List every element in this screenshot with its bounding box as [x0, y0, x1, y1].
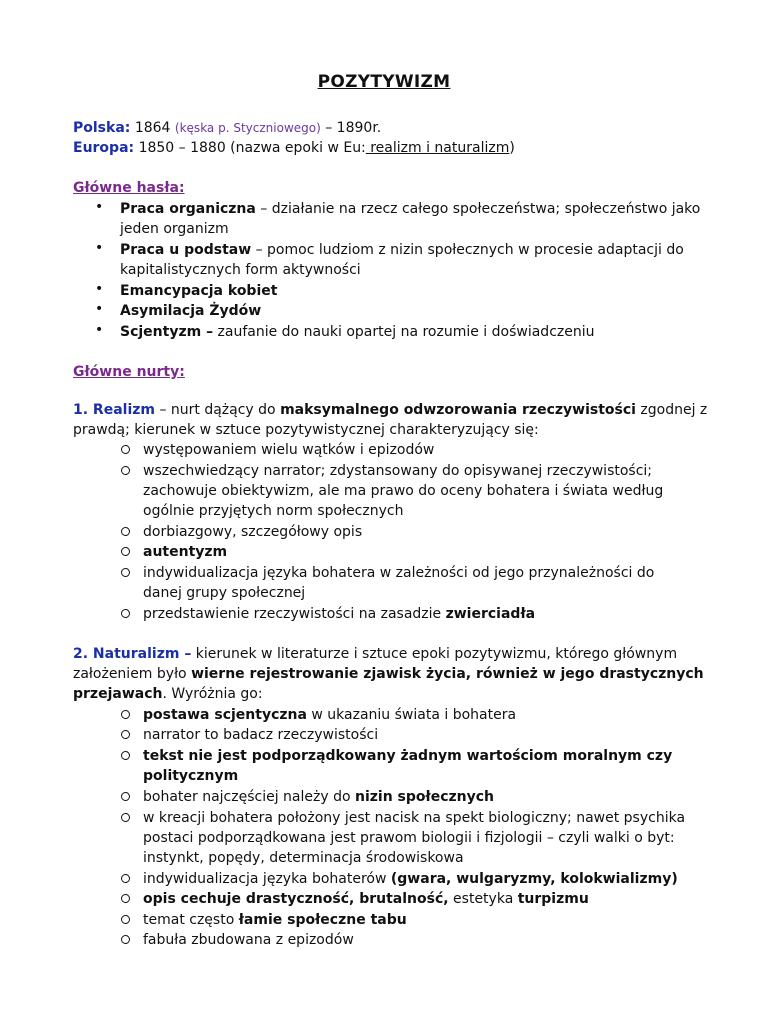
circle-bullet-icon	[121, 609, 130, 618]
bullet-icon: •	[95, 301, 104, 317]
polska-label: Polska:	[73, 120, 131, 136]
circle-bullet-icon	[121, 710, 130, 719]
naturalizm-item: fabuła zbudowana z epizodów	[143, 932, 354, 948]
circle-bullet-icon	[121, 874, 130, 883]
haslo-item: Praca u podstaw – pomoc ludziom z nizin społecznych w procesie adaptacji do	[120, 242, 684, 258]
circle-bullet-icon	[121, 935, 130, 944]
naturalizm-paragraph-cont: założeniem było wierne rejestrowanie zjawisk życia, również w jego drastycznych	[73, 666, 704, 682]
realizm-item: indywidualizacja języka bohatera w zależności od jego przynależności do	[143, 565, 655, 581]
naturalizm-item-cont: politycznym	[143, 768, 239, 784]
realizm-item: przedstawienie rzeczywistości na zasadzie zwierciadła	[143, 606, 536, 622]
bullet-icon: •	[95, 322, 104, 338]
circle-bullet-icon	[121, 915, 130, 924]
polska-line	[73, 118, 381, 138]
naturalizm-item: indywidualizacja języka bohaterów (gwara, wulgaryzmy, kolokwializmy)	[143, 871, 678, 887]
naturalizm-item: w kreacji bohatera położony jest nacisk na spekt biologiczny; nawet psychika	[143, 810, 686, 826]
circle-bullet-icon	[121, 547, 130, 556]
circle-bullet-icon	[121, 527, 130, 536]
polska-start: 1864	[134, 120, 171, 136]
naturalizm-item: temat często łamie społeczne tabu	[143, 912, 407, 928]
nurty-heading: Główne nurty:	[73, 364, 185, 380]
realizm-paragraph: 1. Realizm – nurt dążący do maksymalnego odwzorowania rzeczywistości zgodnej z	[73, 402, 708, 418]
circle-bullet-icon	[121, 751, 130, 760]
circle-bullet-icon	[121, 813, 130, 822]
bullet-icon: •	[95, 199, 104, 215]
circle-bullet-icon	[121, 568, 130, 577]
realizm-item: wszechwiedzący narrator; zdystansowany do opisywanej rzeczywistości;	[143, 463, 653, 479]
naturalizm-item: opis cechuje drastyczność, brutalność, estetyka turpizmu	[143, 891, 589, 907]
naturalizm-item: postawa scjentyczna w ukazaniu świata i bohatera	[143, 707, 517, 723]
realizm-item: autentyzm	[143, 544, 228, 560]
circle-bullet-icon	[121, 445, 130, 454]
naturalizm-item-cont: postaci podporządkowana jest prawom biologii i fizjologii – czyli walki o byt:	[143, 830, 675, 846]
naturalizm-item: narrator to badacz rzeczywistości	[143, 727, 379, 743]
haslo-item-cont: jeden organizm	[120, 221, 229, 237]
haslo-item: Scjentyzm – zaufanie do nauki opartej na rozumie i doświadczeniu	[120, 324, 595, 340]
page-title: POZYTYWIZM	[317, 72, 451, 92]
naturalizm-item: bohater najczęściej należy do nizin społecznych	[143, 789, 495, 805]
haslo-item: Praca organiczna – działanie na rzecz całego społeczeństwa; społeczeństwo jako	[120, 201, 701, 217]
polska-end: – 1890r.	[325, 120, 382, 136]
realizm-paragraph-cont: prawdą; kierunek w sztuce pozytywistycznej charakteryzujący się:	[73, 422, 539, 438]
realizm-item-cont: zachowuje obiektywizm, ale ma prawo do oceny bohatera i świata według	[143, 483, 664, 499]
polska-note: (kęska p. Styczniowego)	[174, 121, 321, 135]
europa-close: )	[509, 140, 515, 156]
naturalizm-paragraph-cont: przejawach. Wyróżnia go:	[73, 686, 263, 702]
europa-label: Europa:	[73, 140, 135, 156]
bullet-icon: •	[95, 240, 104, 256]
naturalizm-item-cont: instynkt, popędy, determinacja środowiskowa	[143, 850, 464, 866]
haslo-item: Asymilacja Żydów	[120, 303, 262, 319]
europa-term: realizm i naturalizm	[365, 140, 510, 156]
circle-bullet-icon	[121, 792, 130, 801]
naturalizm-paragraph: 2. Naturalizm – kierunek w literaturze i sztuce epoki pozytywizmu, którego głównym	[73, 646, 678, 662]
circle-bullet-icon	[121, 894, 130, 903]
realizm-item-cont: ogólnie przyjętych norm społecznych	[143, 503, 404, 519]
hasla-heading: Główne hasła:	[73, 180, 185, 196]
haslo-item-cont: kapitalistycznych form aktywności	[120, 262, 361, 278]
circle-bullet-icon	[121, 730, 130, 739]
bullet-icon: •	[95, 281, 104, 297]
realizm-item-cont: danej grupy społecznej	[143, 585, 306, 601]
europa-line	[73, 138, 515, 158]
realizm-item: występowaniem wielu wątków i epizodów	[143, 442, 435, 458]
circle-bullet-icon	[121, 466, 130, 475]
naturalizm-item: tekst nie jest podporządkowany żadnym wartościom moralnym czy	[143, 748, 673, 764]
haslo-item: Emancypacja kobiet	[120, 283, 278, 299]
realizm-item: dorbiazgowy, szczegółowy opis	[143, 524, 363, 540]
europa-range: 1850 – 1880 (nazwa epoki w Eu:	[138, 140, 366, 156]
